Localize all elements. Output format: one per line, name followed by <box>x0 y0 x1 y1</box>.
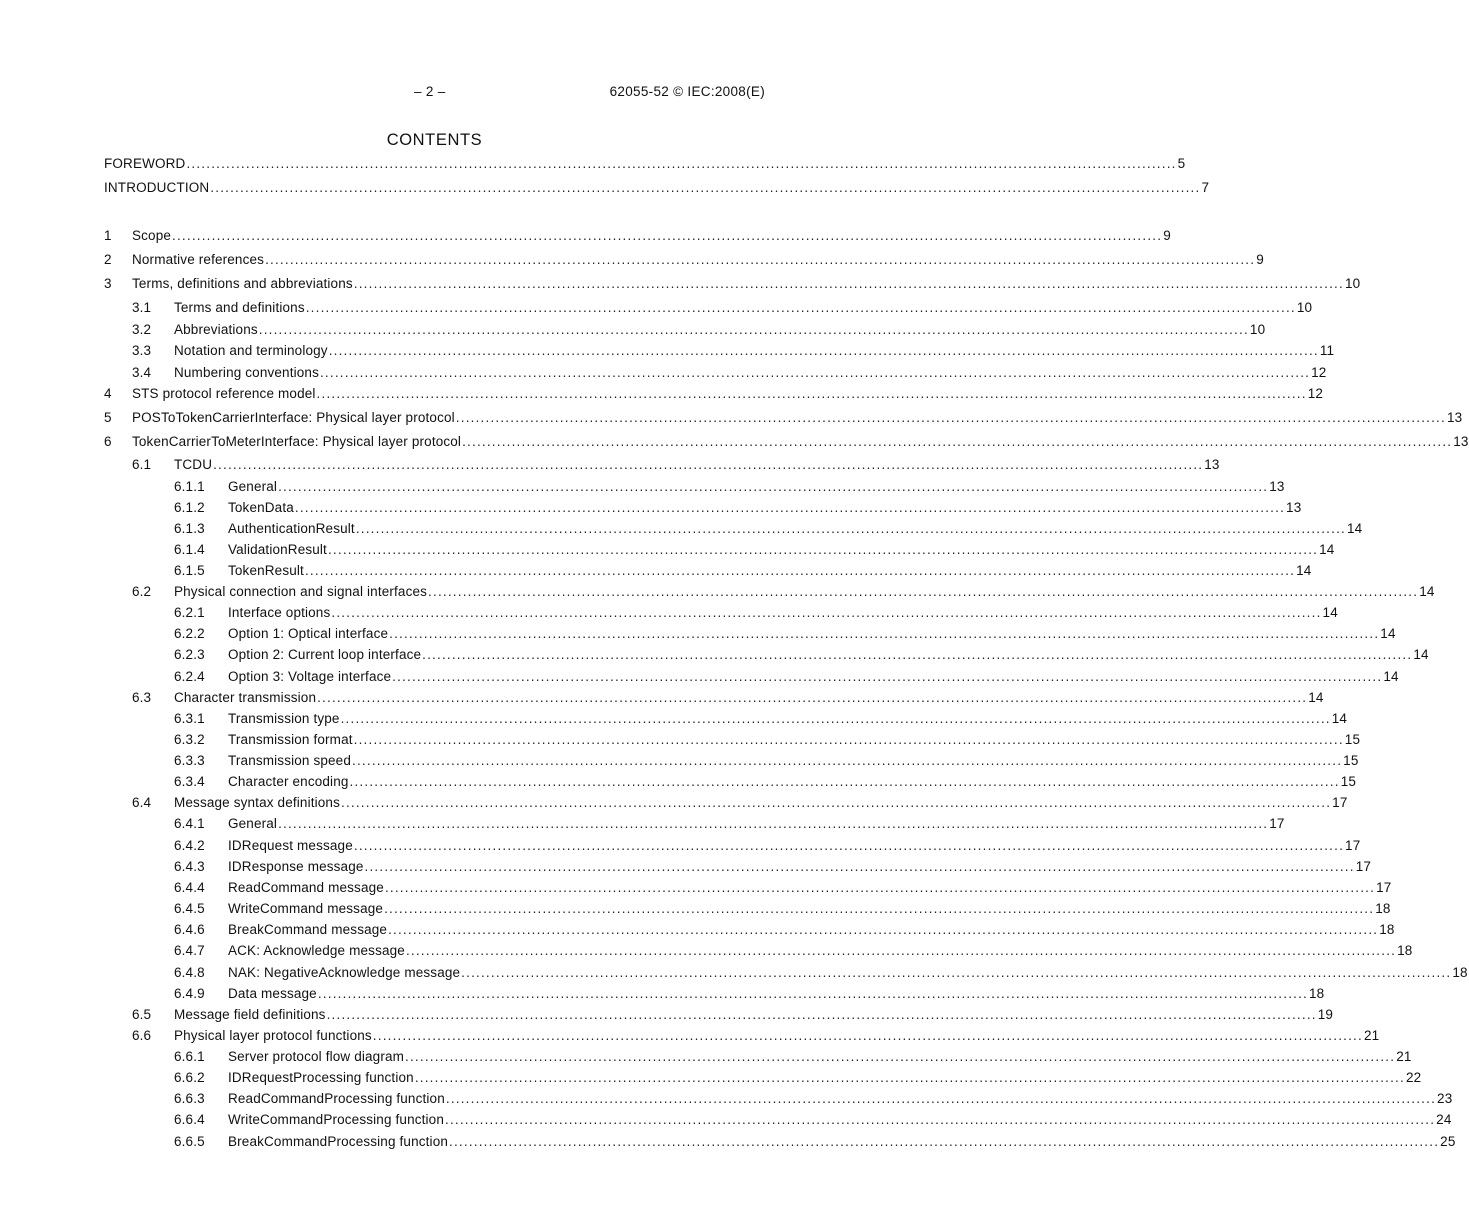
toc-section-title: ReadCommandProcessing function <box>228 1091 445 1106</box>
toc-dot-leader: ........................................................................................................................................................................................................ <box>372 1028 1363 1043</box>
toc-dot-leader: ........................................................................................................................................................................................................ <box>340 711 1331 726</box>
toc-dot-leader: ........................................................................................................................................................................................................ <box>352 753 1343 768</box>
toc-section-title: TokenCarrierToMeterInterface: Physical layer protocol <box>132 434 462 449</box>
toc-section-title: Message field definitions <box>174 1007 326 1022</box>
toc-entry[interactable] <box>104 322 1266 340</box>
toc-page-number: 21 <box>1396 1049 1412 1064</box>
toc-page-number: 13 <box>1204 457 1220 472</box>
toc-entry[interactable] <box>104 1007 1334 1025</box>
toc-section-number: 3.2 <box>132 322 152 337</box>
toc-dot-leader: ........................................................................................................................................................................................................ <box>210 180 1201 195</box>
toc-section-number: 6.4.2 <box>174 838 205 853</box>
toc-section-title: BreakCommand message <box>228 922 388 937</box>
toc-section-title: ReadCommand message <box>228 880 384 895</box>
toc-page-number: 15 <box>1344 732 1361 747</box>
toc-section-number: 6.1.5 <box>174 563 205 578</box>
toc-dot-leader: ........................................................................................................................................................................................................ <box>328 343 1319 358</box>
toc-dot-leader: ........................................................................................................................................................................................................ <box>405 943 1397 958</box>
toc-section-title: WriteCommandProcessing function <box>228 1112 444 1127</box>
toc-entry[interactable] <box>104 563 1312 581</box>
toc-section-title: Terms and definitions <box>174 300 305 315</box>
toc-section-number: 6 <box>104 434 112 449</box>
toc-section-number: 6.4.1 <box>174 816 205 831</box>
toc-section-title: AuthenticationResult <box>228 521 355 536</box>
toc-dot-leader: ........................................................................................................................................................................................................ <box>462 434 1453 449</box>
toc-section-number: 6.3 <box>132 690 152 705</box>
toc-page-number: 9 <box>1163 228 1171 243</box>
toc-section-number: 6.3.1 <box>174 711 205 726</box>
toc-section-title: Numbering conventions <box>174 365 319 380</box>
toc-section-title: Transmission format <box>228 732 353 747</box>
toc-dot-leader: ........................................................................................................................................................................................................ <box>316 386 1307 401</box>
toc-dot-leader: ........................................................................................................................................................................................................ <box>353 838 1345 853</box>
toc-dot-leader: ........................................................................................................................................................................................................ <box>326 1007 1317 1022</box>
toc-page-number: 14 <box>1419 584 1435 599</box>
toc-section-title: Physical layer protocol functions <box>174 1028 372 1043</box>
toc-dot-leader: ........................................................................................................................................................................................................ <box>389 626 1380 641</box>
toc-page-number: 18 <box>1309 986 1325 1001</box>
toc-dot-leader: ........................................................................................................................................................................................................ <box>384 901 1375 916</box>
toc-entry[interactable] <box>104 647 1429 665</box>
toc-entry[interactable] <box>104 1028 1380 1046</box>
toc-dot-leader: ........................................................................................................................................................................................................ <box>349 774 1340 789</box>
toc-entry[interactable] <box>104 343 1335 361</box>
toc-dot-leader: ........................................................................................................................................................................................................ <box>353 276 1344 291</box>
toc-section-number: 6.6 <box>132 1028 152 1043</box>
toc-dot-leader: ........................................................................................................................................................................................................ <box>364 859 1355 874</box>
toc-page-number: 7 <box>1201 180 1210 195</box>
toc-entry[interactable] <box>104 434 1469 452</box>
toc-entry[interactable] <box>104 228 1171 246</box>
toc-section-number: 4 <box>104 386 112 401</box>
toc-section-title: IDResponse message <box>228 859 364 874</box>
toc-section-title: Character encoding <box>228 774 349 789</box>
toc-entry[interactable] <box>104 500 1302 518</box>
toc-section-title: Message syntax definitions <box>174 795 340 810</box>
toc-page-number: 14 <box>1296 563 1312 578</box>
toc-page-number: 14 <box>1413 647 1429 662</box>
toc-page-number: 13 <box>1269 479 1285 494</box>
toc-section-title: General <box>228 816 278 831</box>
toc-entry[interactable] <box>104 732 1361 750</box>
toc-entry[interactable] <box>104 1134 1456 1152</box>
toc-page-number: 25 <box>1440 1134 1456 1149</box>
toc-entry[interactable] <box>104 276 1361 294</box>
toc-section-title: WriteCommand message <box>228 901 384 916</box>
toc-section-title: TokenResult <box>228 563 304 578</box>
toc-page-number: 19 <box>1317 1007 1334 1022</box>
toc-section-title: Physical connection and signal interfaces <box>174 584 428 599</box>
toc-page-number: 13 <box>1446 410 1463 425</box>
toc-section-title: ACK: Acknowledge message <box>228 943 405 958</box>
toc-dot-leader: ........................................................................................................................................................................................................ <box>353 732 1344 747</box>
toc-section-number: 6.2 <box>132 584 152 599</box>
toc-page-number: 11 <box>1319 343 1335 358</box>
toc-dot-leader: ........................................................................................................................................................................................................ <box>355 521 1346 536</box>
toc-section-title: General <box>228 479 278 494</box>
toc-entry[interactable] <box>104 156 1186 174</box>
toc-page-number: 18 <box>1375 901 1391 916</box>
toc-section-number: 6.3.3 <box>174 753 205 768</box>
toc-section-title: BreakCommandProcessing function <box>228 1134 449 1149</box>
toc-section-title: NAK: NegativeAcknowledge message <box>228 965 461 980</box>
toc-dot-leader: ........................................................................................................................................................................................................ <box>317 986 1309 1001</box>
toc-section-title: Character transmission <box>174 690 317 705</box>
toc-dot-leader: ........................................................................................................................................................................................................ <box>278 816 1269 831</box>
toc-section-title: TCDU <box>174 457 213 472</box>
toc-entry[interactable] <box>104 711 1348 729</box>
toc-entry[interactable] <box>104 774 1357 792</box>
toc-section-number: 3 <box>104 276 112 291</box>
toc-section-number: 6.4.4 <box>174 880 205 895</box>
toc-section-title: Transmission speed <box>228 753 352 768</box>
toc-page-number: 23 <box>1437 1091 1453 1106</box>
toc-page-number: 17 <box>1345 838 1361 853</box>
toc-section-number: 6.4.8 <box>174 965 205 980</box>
toc-section-title: Server protocol flow diagram <box>228 1049 405 1064</box>
toc-section-number: 6.4.3 <box>174 859 205 874</box>
toc-section-number: 6.4.7 <box>174 943 205 958</box>
toc-entry[interactable] <box>104 1070 1422 1088</box>
toc-dot-leader: ........................................................................................................................................................................................................ <box>428 584 1419 599</box>
toc-entry[interactable] <box>104 521 1363 539</box>
toc-page-number: 17 <box>1332 795 1348 810</box>
toc-section-number: 6.6.4 <box>174 1112 205 1127</box>
toc-page-number: 24 <box>1436 1112 1452 1127</box>
toc-section-title: Transmission type <box>228 711 340 726</box>
toc-page-number: 15 <box>1343 753 1359 768</box>
toc-section-title: Terms, definitions and abbreviations <box>132 276 353 291</box>
toc-section-title: ValidationResult <box>228 542 327 557</box>
toc-section-title: Interface options <box>228 605 331 620</box>
toc-page-number: 13 <box>1286 500 1302 515</box>
toc-page-number: 10 <box>1296 300 1313 315</box>
toc-dot-leader: ........................................................................................................................................................................................................ <box>294 500 1286 515</box>
toc-page-number: 5 <box>1177 156 1186 171</box>
toc-section-title: Normative references <box>132 252 265 267</box>
toc-section-title: TokenData <box>228 500 294 515</box>
toc-entry[interactable] <box>104 1091 1453 1109</box>
toc-dot-leader: ........................................................................................................................................................................................................ <box>341 795 1332 810</box>
toc-entry[interactable] <box>104 901 1391 919</box>
toc-entry[interactable] <box>104 816 1285 834</box>
toc-section-title: Abbreviations <box>174 322 258 337</box>
toc-page-number: 18 <box>1452 965 1468 980</box>
toc-page-number: 13 <box>1453 434 1469 449</box>
toc-section-number: 6.1.2 <box>174 500 205 515</box>
toc-dot-leader: ........................................................................................................................................................................................................ <box>445 1112 1436 1127</box>
toc-entry[interactable] <box>104 943 1413 961</box>
toc-page-number: 18 <box>1397 943 1413 958</box>
toc-section-number: 6.1.3 <box>174 521 205 536</box>
toc-section-title: Notation and terminology <box>174 343 328 358</box>
toc-entry[interactable] <box>104 986 1325 1004</box>
toc-page-number: 15 <box>1340 774 1357 789</box>
toc-dot-leader: ........................................................................................................................................................................................................ <box>461 965 1452 980</box>
toc-section-number: 3.4 <box>132 365 152 380</box>
toc-section-number: 6.6.2 <box>174 1070 205 1085</box>
toc-section-title: INTRODUCTION <box>104 180 210 195</box>
toc-page-number: 17 <box>1269 816 1285 831</box>
toc-entry[interactable] <box>104 479 1285 497</box>
toc-page-number: 14 <box>1383 669 1399 684</box>
toc-section-number: 6.1 <box>132 457 152 472</box>
toc-section-number: 3.1 <box>132 300 152 315</box>
toc-page-number: 17 <box>1355 859 1372 874</box>
toc-dot-leader: ........................................................................................................................................................................................................ <box>405 1049 1396 1064</box>
toc-entry[interactable] <box>104 457 1220 475</box>
toc-page-number: 18 <box>1379 922 1395 937</box>
toc-entry[interactable] <box>104 965 1468 983</box>
toc-dot-leader: ........................................................................................................................................................................................................ <box>422 647 1413 662</box>
toc-entry[interactable] <box>104 410 1463 428</box>
toc-section-number: 6.5 <box>132 1007 152 1022</box>
toc-dot-leader: ........................................................................................................................................................................................................ <box>449 1134 1440 1149</box>
toc-entry[interactable] <box>104 1049 1412 1067</box>
toc-dot-leader: ........................................................................................................................................................................................................ <box>414 1070 1405 1085</box>
toc-entry[interactable] <box>104 922 1395 940</box>
toc-entry[interactable] <box>104 880 1392 898</box>
toc-dot-leader: ........................................................................................................................................................................................................ <box>327 542 1319 557</box>
toc-section-number: 6.2.3 <box>174 647 205 662</box>
toc-entry[interactable] <box>104 386 1324 404</box>
toc-dot-leader: ........................................................................................................................................................................................................ <box>445 1091 1437 1106</box>
toc-page-number: 12 <box>1307 386 1324 401</box>
toc-section-number: 6.1.4 <box>174 542 205 557</box>
document-identifier: 62055-52 © IEC:2008(E) <box>609 84 765 99</box>
toc-section-title: IDRequestProcessing function <box>228 1070 414 1085</box>
toc-dot-leader: ........................................................................................................................................................................................................ <box>304 563 1296 578</box>
toc-entry[interactable] <box>104 859 1372 877</box>
toc-section-title: Scope <box>132 228 172 243</box>
toc-dot-leader: ........................................................................................................................................................................................................ <box>265 252 1256 267</box>
toc-section-number: 6.1.1 <box>174 479 205 494</box>
toc-section-title: Option 1: Optical interface <box>228 626 389 641</box>
toc-page-number: 17 <box>1376 880 1392 895</box>
toc-dot-leader: ........................................................................................................................................................................................................ <box>384 880 1376 895</box>
toc-section-number: 6.6.1 <box>174 1049 205 1064</box>
toc-page-number: 14 <box>1331 711 1348 726</box>
toc-section-number: 2 <box>104 252 112 267</box>
toc-section-title: Option 2: Current loop interface <box>228 647 422 662</box>
toc-section-number: 6.4.5 <box>174 901 205 916</box>
toc-section-title: IDRequest message <box>228 838 353 853</box>
toc-page-number: 14 <box>1346 521 1363 536</box>
toc-dot-leader: ........................................................................................................................................................................................................ <box>213 457 1204 472</box>
toc-entry[interactable] <box>104 300 1313 318</box>
toc-entry[interactable] <box>104 584 1435 602</box>
toc-section-number: 6.2.4 <box>174 669 205 684</box>
toc-section-number: 6.4.9 <box>174 986 205 1001</box>
toc-dot-leader: ........................................................................................................................................................................................................ <box>317 690 1308 705</box>
toc-section-number: 6.6.5 <box>174 1134 205 1149</box>
toc-dot-leader: ........................................................................................................................................................................................................ <box>305 300 1296 315</box>
toc-entry[interactable] <box>104 753 1359 771</box>
toc-entry[interactable] <box>104 252 1264 270</box>
toc-page-number: 22 <box>1405 1070 1422 1085</box>
toc-dot-leader: ........................................................................................................................................................................................................ <box>186 156 1177 171</box>
toc-page-number: 14 <box>1322 605 1338 620</box>
toc-dot-leader: ........................................................................................................................................................................................................ <box>388 922 1379 937</box>
toc-dot-leader: ........................................................................................................................................................................................................ <box>258 322 1249 337</box>
toc-entry[interactable] <box>104 795 1348 813</box>
toc-page-number: 14 <box>1319 542 1335 557</box>
toc-dot-leader: ........................................................................................................................................................................................................ <box>172 228 1163 243</box>
toc-section-number: 6.4.6 <box>174 922 205 937</box>
toc-page-number: 14 <box>1308 690 1324 705</box>
toc-page-number: 10 <box>1344 276 1361 291</box>
toc-entry[interactable] <box>104 542 1335 560</box>
toc-entry[interactable] <box>104 365 1327 383</box>
toc-section-title: Option 3: Voltage interface <box>228 669 392 684</box>
toc-dot-leader: ........................................................................................................................................................................................................ <box>455 410 1446 425</box>
toc-section-number: 6.3.2 <box>174 732 205 747</box>
toc-section-title: Data message <box>228 986 317 1001</box>
toc-section-number: 5 <box>104 410 112 425</box>
toc-section-number: 6.2.1 <box>174 605 205 620</box>
toc-section-title: FOREWORD <box>104 156 186 171</box>
toc-entry[interactable] <box>104 1112 1452 1130</box>
toc-page-number: 21 <box>1363 1028 1380 1043</box>
toc-section-title: POSToTokenCarrierInterface: Physical layer protocol <box>132 410 455 425</box>
toc-page-number: 10 <box>1249 322 1266 337</box>
toc-dot-leader: ........................................................................................................................................................................................................ <box>392 669 1383 684</box>
toc-dot-leader: ........................................................................................................................................................................................................ <box>319 365 1311 380</box>
page-number: – 2 – <box>414 84 446 99</box>
toc-section-number: 6.2.2 <box>174 626 205 641</box>
toc-section-number: 1 <box>104 228 112 243</box>
toc-section-title: STS protocol reference model <box>132 386 316 401</box>
toc-entry[interactable] <box>104 180 1210 198</box>
toc-section-number: 3.3 <box>132 343 152 358</box>
toc-section-number: 6.3.4 <box>174 774 205 789</box>
contents-title: CONTENTS <box>386 131 483 149</box>
toc-page-number: 12 <box>1311 365 1327 380</box>
toc-entry[interactable] <box>104 605 1338 623</box>
toc-page-number: 9 <box>1256 252 1264 267</box>
toc-entry[interactable] <box>104 626 1396 644</box>
toc-entry[interactable] <box>104 690 1324 708</box>
toc-page-number: 14 <box>1380 626 1396 641</box>
toc-dot-leader: ........................................................................................................................................................................................................ <box>278 479 1269 494</box>
toc-section-number: 6.6.3 <box>174 1091 205 1106</box>
toc-entry[interactable] <box>104 669 1399 687</box>
toc-entry[interactable] <box>104 838 1361 856</box>
toc-section-number: 6.4 <box>132 795 152 810</box>
toc-dot-leader: ........................................................................................................................................................................................................ <box>331 605 1322 620</box>
